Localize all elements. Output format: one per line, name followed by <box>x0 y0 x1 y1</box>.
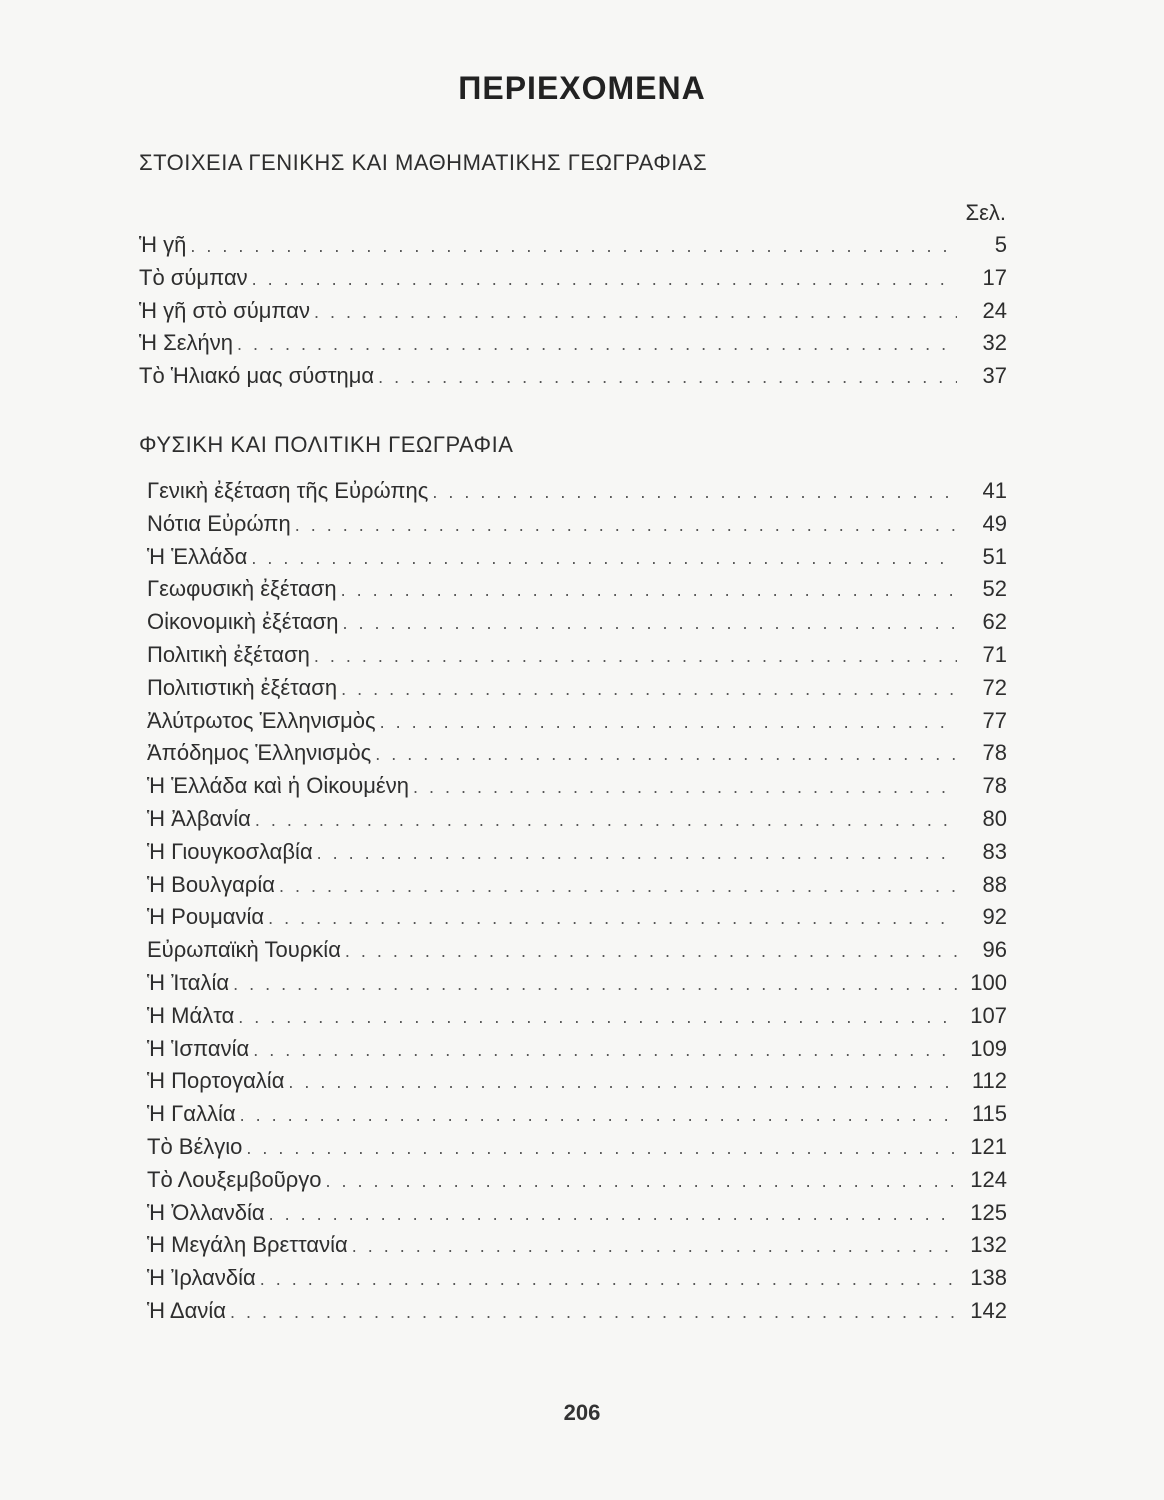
toc-entry-page: 24 <box>982 297 1007 323</box>
toc-entry[interactable] <box>139 839 1007 872</box>
toc-entry[interactable] <box>139 806 1007 839</box>
toc-entry-title: Ἡ Ρουμανία <box>147 904 265 930</box>
toc-entry-title: Ἡ Ἱσπανία <box>147 1035 250 1061</box>
dot-leader <box>279 876 957 897</box>
toc-entry-title: Ἡ γῆ <box>139 232 187 257</box>
toc-entry-title: Πολιτιστικὴ ἐξέταση <box>147 674 338 700</box>
toc-entry[interactable] <box>139 298 1007 331</box>
toc-entry-page: 132 <box>970 1232 1007 1258</box>
dot-leader <box>233 974 957 995</box>
toc-entry-page: 115 <box>971 1101 1007 1127</box>
toc-entry-page: 78 <box>982 773 1007 799</box>
toc-entry-page: 52 <box>982 576 1007 602</box>
dot-leader <box>317 843 957 864</box>
toc-entry-page: 138 <box>970 1265 1007 1291</box>
toc-entry-page: 17 <box>982 264 1007 290</box>
dot-leader <box>237 334 957 355</box>
dot-leader <box>352 1236 957 1257</box>
toc-entry-title: Εὐρωπαϊκὴ Τουρκία <box>147 937 341 963</box>
toc-entry-title: Γενικὴ ἐξέταση τῆς Εὐρώπης <box>147 478 429 503</box>
dot-leader <box>380 712 957 733</box>
toc-entry-page: 32 <box>982 330 1007 356</box>
toc-entry[interactable] <box>139 1232 1007 1265</box>
toc-entry-page: 142 <box>970 1297 1007 1323</box>
dot-leader <box>341 580 957 601</box>
dot-leader <box>190 236 957 257</box>
toc-entry-page: 121 <box>970 1133 1007 1159</box>
toc-entry-title: Τὸ Λουξεμβοῦργο <box>147 1166 322 1192</box>
dot-leader <box>269 1204 957 1225</box>
toc-entry-page: 112 <box>971 1068 1007 1094</box>
toc-entry-title: Ἡ Μάλτα <box>147 1002 235 1028</box>
toc-entry-page: 62 <box>982 609 1007 635</box>
toc-entry-title: Ἡ Ὀλλανδία <box>147 1199 265 1225</box>
toc-entry-title: Ἡ Ἰρλανδία <box>147 1265 256 1291</box>
toc-entry[interactable] <box>139 642 1007 675</box>
dot-leader <box>230 1302 957 1323</box>
dot-leader <box>378 367 957 388</box>
toc-entry[interactable] <box>139 363 1007 396</box>
toc-entry-title: Ἡ Δανία <box>147 1297 226 1323</box>
toc-entry-page: 5 <box>994 232 1007 257</box>
dot-leader <box>268 908 957 929</box>
toc-entry[interactable] <box>139 1036 1007 1069</box>
dot-leader <box>326 1171 957 1192</box>
dot-leader <box>345 941 957 962</box>
dot-leader <box>260 1269 957 1290</box>
toc-entry[interactable] <box>139 1265 1007 1298</box>
toc-list-section-1 <box>139 232 1007 396</box>
toc-entry[interactable] <box>139 265 1007 298</box>
toc-entry-title: Τὸ σύμπαν <box>139 264 248 290</box>
toc-entry[interactable] <box>139 232 1007 265</box>
toc-entry[interactable] <box>139 773 1007 806</box>
toc-entry-page: 88 <box>982 871 1007 897</box>
toc-entry-page: 37 <box>982 363 1007 389</box>
toc-entry-title: Ἡ Ἑλλάδα καὶ ἡ Οἰκουμένη <box>147 773 409 799</box>
dot-leader <box>251 548 957 569</box>
toc-entry-title: Γεωφυσικὴ ἐξέταση <box>147 576 337 602</box>
toc-entry-page: 72 <box>982 674 1007 700</box>
toc-entry[interactable] <box>139 511 1007 544</box>
toc-entry[interactable] <box>139 1068 1007 1101</box>
toc-entry-page: 49 <box>982 510 1007 536</box>
toc-entry[interactable] <box>139 478 1007 511</box>
toc-entry[interactable] <box>139 1101 1007 1134</box>
toc-entry-page: 80 <box>982 805 1007 831</box>
dot-leader <box>375 744 957 765</box>
section-heading-physical-political-geography: ΦΥΣΙΚΗ ΚΑΙ ΠΟΛΙΤΙΚΗ ΓΕΩΓΡΑΦΙΑ <box>139 432 514 457</box>
dot-leader <box>240 1105 957 1126</box>
toc-entry-title: Ἡ Ἑλλάδα <box>147 543 248 569</box>
toc-entry[interactable] <box>139 1200 1007 1233</box>
toc-entry[interactable] <box>139 576 1007 609</box>
dot-leader <box>413 777 957 798</box>
dot-leader <box>253 1040 957 1061</box>
toc-entry-title: Ἡ Βουλγαρία <box>147 871 275 897</box>
toc-entry-title: Ἡ Γιουγκοσλαβία <box>147 838 313 864</box>
toc-entry[interactable] <box>139 675 1007 708</box>
toc-entry[interactable] <box>139 1298 1007 1331</box>
toc-entry[interactable] <box>139 609 1007 642</box>
toc-entry-page: 96 <box>982 937 1007 963</box>
toc-entry-page: 125 <box>970 1199 1007 1225</box>
toc-entry-title: Ἡ Ἰταλία <box>147 969 230 995</box>
toc-entry-title: Ἡ Ἀλβανία <box>147 805 251 831</box>
toc-entry[interactable] <box>139 872 1007 905</box>
toc-entry-page: 71 <box>982 641 1007 667</box>
dot-leader <box>238 1007 957 1028</box>
toc-entry[interactable] <box>139 1003 1007 1036</box>
page-title: ΠΕΡΙΕΧΟΜΕΝΑ <box>458 70 706 106</box>
toc-entry[interactable] <box>139 904 1007 937</box>
toc-entry-page: 78 <box>982 740 1007 766</box>
toc-entry[interactable] <box>139 740 1007 773</box>
toc-entry-title: Ἡ Πορτογαλία <box>147 1068 285 1094</box>
toc-entry[interactable] <box>139 544 1007 577</box>
toc-entry-page: 77 <box>982 707 1007 733</box>
toc-entry-page: 100 <box>970 969 1007 995</box>
toc-entry-title: Ἡ Μεγάλη Βρεττανία <box>147 1232 348 1258</box>
toc-entry[interactable] <box>139 970 1007 1003</box>
toc-entry-title: Πολιτικὴ ἐξέταση <box>147 641 310 667</box>
dot-leader <box>432 482 957 503</box>
dot-leader <box>252 269 957 290</box>
page-column-label: Σελ. <box>965 200 1006 225</box>
toc-entry-title: Τὸ Βέλγιο <box>147 1133 243 1159</box>
dot-leader <box>314 646 957 667</box>
toc-entry-title: Ἡ Σελήνη <box>139 330 234 356</box>
toc-entry-page: 109 <box>970 1035 1007 1061</box>
toc-entry-title: Νότια Εὐρώπη <box>147 510 291 536</box>
dot-leader <box>343 613 958 634</box>
dot-leader <box>288 1072 957 1093</box>
section-heading-mathematical-geography: ΣΤΟΙΧΕΙΑ ΓΕΝΙΚΗΣ ΚΑΙ ΜΑΘΗΜΑΤΙΚΗΣ ΓΕΩΓΡΑΦΙΑΣ <box>139 150 708 175</box>
toc-entry-title: Ἀπόδημος Ἑλληνισμὸς <box>147 740 372 766</box>
toc-entry[interactable] <box>139 1134 1007 1167</box>
toc-entry-title: Ἀλύτρωτος Ἑλληνισμὸς <box>147 707 376 733</box>
toc-entry-page: 83 <box>982 838 1007 864</box>
toc-entry-page: 51 <box>982 543 1007 569</box>
toc-entry-title: Ἡ γῆ στὸ σύμπαν <box>139 297 310 323</box>
toc-entry-page: 107 <box>970 1002 1007 1028</box>
dot-leader <box>255 810 957 831</box>
dot-leader <box>314 302 957 323</box>
toc-entry[interactable] <box>139 937 1007 970</box>
dot-leader <box>295 515 957 536</box>
toc-entry-page: 41 <box>982 478 1007 503</box>
toc-entry[interactable] <box>139 1167 1007 1200</box>
toc-entry-title: Τὸ Ἡλιακό μας σύστημα <box>139 363 375 389</box>
toc-entry[interactable] <box>139 330 1007 363</box>
toc-entry-title: Ἡ Γαλλία <box>147 1101 236 1127</box>
toc-entry-title: Οἰκονομικὴ ἐξέταση <box>147 609 339 635</box>
toc-entry[interactable] <box>139 708 1007 741</box>
toc-entry-page: 92 <box>982 904 1007 930</box>
dot-leader <box>341 679 957 700</box>
page-number: 206 <box>563 1400 601 1425</box>
dot-leader <box>246 1138 957 1159</box>
toc-list-section-2 <box>139 478 1007 1331</box>
toc-entry-page: 124 <box>970 1166 1007 1192</box>
